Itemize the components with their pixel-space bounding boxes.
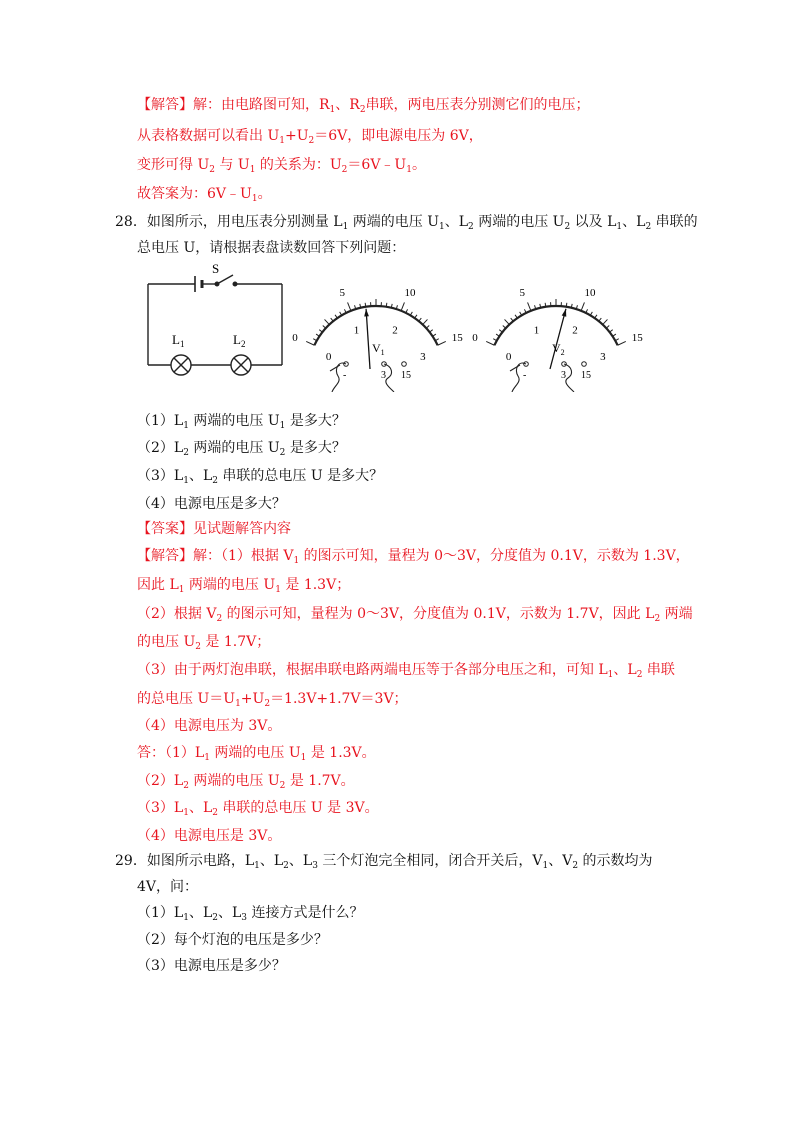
meter-terminal-label: 3	[381, 370, 386, 381]
meter-tick	[603, 319, 608, 324]
meter-terminal-label: 15	[401, 370, 411, 381]
voltmeter-1	[292, 287, 463, 392]
meter-big-scale-label: 5	[519, 287, 526, 300]
meter-tick	[386, 303, 387, 307]
q28-stem-line-2: 总电压 U，请根据表盘读数回答下列问题：	[137, 240, 406, 256]
meter-small-scale-label: 0	[325, 351, 332, 364]
lamp-1-label: $L_1$	[172, 332, 185, 349]
meter-big-scale-label: 5	[339, 287, 346, 300]
q28-answer-tag: 【答案】见试题解答内容	[137, 521, 291, 537]
q28-figure	[140, 262, 660, 392]
meter-tick	[545, 303, 546, 307]
prev-solution-line-3: 变形可得 $U_2$ 与 $U_1$ 的关系为：$U_2=6V﹣U_1$。	[137, 157, 426, 175]
meter-tick	[419, 318, 422, 321]
meter-tick	[618, 341, 626, 345]
meter-pointer	[366, 309, 370, 369]
meter-tick	[505, 319, 510, 324]
meter-name-label: $V_1$	[372, 341, 385, 357]
meter-big-scale-label: 10	[404, 287, 416, 300]
meter-tick	[331, 318, 334, 321]
switch-label: S	[212, 262, 220, 276]
q29-sub-question-1: $(1)L_1$、$L_2$、$L_3$ 连接方式是什么？	[137, 905, 364, 923]
meter-tick	[423, 319, 428, 324]
meter-pointer	[550, 309, 566, 369]
q29-stem-line-2: 4V，问：	[137, 879, 199, 895]
q28-sub-question-4: （4）电源电压是多大？	[137, 496, 286, 512]
meter-tick	[401, 302, 404, 310]
switch-blade	[217, 275, 233, 284]
prev-solution-line-2: 从表格数据可以看出 $U_1+U_2=6V$，即电源电压为 6V，	[137, 128, 483, 146]
q29-sub-question-2: （2）每个灯泡的电压是多少？	[137, 932, 328, 948]
q29-sub-question-3: （3）电源电压是多少？	[137, 958, 286, 974]
q28-solution-2b: 的电压 $U_2$ 是 1.7V；	[137, 634, 271, 652]
meter-small-scale-label: 2	[392, 324, 398, 337]
meter-terminal-label: 3	[561, 370, 566, 381]
circuit-diagram	[148, 275, 282, 375]
voltmeter-2	[472, 287, 643, 392]
meter-tick	[503, 326, 506, 329]
q28-sub-question-1: $(1)L_1$ 两端的电压 $U_1$ 是多大？	[137, 413, 346, 431]
meter-name-label: $V_2$	[552, 341, 565, 357]
q28-final-answer-4: （4）电源电压是 3V。	[137, 828, 282, 844]
circuit-and-meters-diagram	[140, 262, 660, 392]
q28-solution-1a: 【解答】解：（1）根据 $V_1$ 的图示可知，量程为 0～3V，分度值为 0.1V，示数为 1.3V，	[137, 548, 690, 566]
meter-tick	[581, 302, 584, 310]
meter-scale-arc	[494, 306, 617, 345]
meter-terminal-label: -	[343, 370, 347, 381]
q28-stem-line-1: 28．如图所示，用电压表分别测量 $L_1$ 两端的电压 $U_1$、$L_2$ 两端的电压 $U_2$ 以及 $L_1$、$L_2$ 串联的	[115, 214, 698, 232]
meter-tick	[426, 326, 429, 329]
meter-small-scale-label: 2	[572, 324, 578, 337]
meter-tick	[511, 318, 514, 321]
lamp-2-label: $L_2$	[233, 332, 246, 349]
meter-tick	[306, 341, 314, 345]
q28-final-answer-2: $(2)L_2$ 两端的电压 $U_2$ 是 1.7V。	[137, 773, 355, 791]
meter-lead-wire	[510, 365, 520, 371]
meter-tick	[606, 326, 609, 329]
q29-stem-line-1: 29．如图所示电路，$L_1$、$L_2$、$L_3$ 三个灯泡完全相同，闭合开关后，$V_1$、$V_2$ 的示数均为	[115, 853, 653, 871]
meter-small-scale-label: 0	[505, 351, 512, 364]
prev-solution-line-4: 故答案为：$6V﹣U_1$。	[137, 186, 272, 204]
meter-big-scale-label: 15	[451, 331, 463, 344]
meter-tick	[528, 302, 531, 310]
q28-sub-question-3: $(3)L_1$、$L_2$ 串联的总电压 U 是多大？	[137, 468, 384, 486]
meter-tick	[325, 319, 330, 324]
meter-tick	[486, 341, 494, 345]
meter-lead-wire	[330, 365, 340, 371]
q28-final-answer-3: $(3)L_1$、$L_2$ 串联的总电压 U 是 3V。	[137, 800, 379, 818]
meter-tick	[599, 318, 602, 321]
meter-terminal	[582, 362, 587, 367]
meter-tick	[438, 341, 446, 345]
meter-tick	[323, 326, 326, 329]
meter-small-scale-label: 3	[600, 351, 606, 364]
prev-solution-line-1: 【解答】解：由电路图可知，$R_1$、$R_2$串联，两电压表分别测它们的电压；	[137, 97, 590, 115]
q28-solution-3b: 的总电压 $U=U_1+U_2=1.3V+1.7V=3V$；	[137, 691, 408, 709]
meter-big-scale-label: 0	[472, 331, 478, 344]
meter-tick	[348, 302, 351, 310]
meter-small-scale-label: 1	[353, 324, 360, 337]
q28-final-answer-1: 答：$(1)L_1$ 两端的电压 $U_1$ 是 1.3V。	[137, 745, 376, 763]
meter-small-scale-label: 1	[533, 324, 540, 337]
q28-solution-3a: （3）由于两灯泡串联，根据串联电路两端电压等于各部分电压之和，可知 $L_1$、$L_2$ 串联	[137, 662, 675, 680]
q28-sub-question-2: $(2)L_2$ 两端的电压 $U_2$ 是多大？	[137, 440, 346, 458]
meter-big-scale-label: 0	[292, 331, 298, 344]
meter-pointer-head	[562, 309, 567, 317]
meter-terminal-label: 15	[581, 370, 591, 381]
meter-scale-arc	[314, 306, 437, 345]
meter-tick	[365, 303, 366, 307]
q28-solution-1b: 因此 $L_1$ 两端的电压 $U_1$ 是 1.3V；	[137, 577, 351, 595]
meter-terminal-label: -	[523, 370, 527, 381]
meter-big-scale-label: 10	[584, 287, 596, 300]
q28-solution-4: （4）电源电压为 3V。	[137, 718, 282, 734]
q28-solution-2a: （2）根据 $V_2$ 的图示可知，量程为 0～3V，分度值为 0.1V，示数为 1.7V，因此 $L_2$ 两端	[137, 606, 693, 624]
meter-tick	[566, 303, 567, 307]
meter-big-scale-label: 15	[631, 331, 643, 344]
meter-terminal	[402, 362, 407, 367]
meter-small-scale-label: 3	[420, 351, 426, 364]
